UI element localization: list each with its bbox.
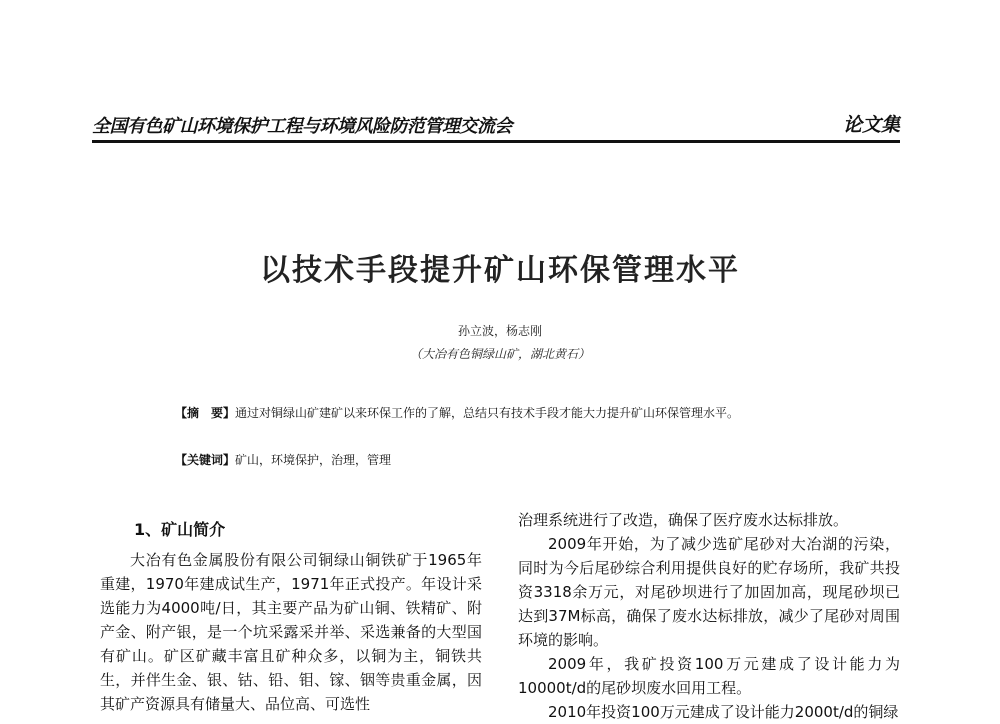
abstract (175, 404, 739, 421)
body-paragraph: 治理系统进行了改造，确保了医疗废水达标排放。 (518, 511, 849, 529)
abstract-label: 【摘 要】 (175, 406, 236, 420)
keywords-text: 矿山，环境保护，治理，管理 (235, 453, 392, 467)
conference-header: 全国有色矿山环境保护工程与环境风险防范管理交流会 (92, 116, 512, 137)
body-paragraph: 2009年，我矿投资100万元建成了设计能力为10000t/d的尾砂坝废水回用工程。 (518, 655, 900, 697)
author-affiliation: （大冶有色铜绿山矿，湖北黄石） (409, 347, 590, 361)
abstract-text: 通过对铜绿山矿建矿以来环保工作的了解，总结只有技术手段才能大力提升矿山环保管理水平。 (235, 406, 740, 420)
body-paragraph: 2010年投资100万元建成了设计能力2000t/d的铜绿 (548, 703, 899, 721)
header-divider (92, 140, 900, 143)
paper-title: 以技术手段提升矿山环保管理水平 (260, 253, 740, 288)
keywords-label: 【关键词】 (175, 453, 236, 467)
body-paragraph: 大冶有色金属股份有限公司铜绿山铜铁矿于1965年重建，1970年建成试生产，1971年正式投产。年设计采选能力为4000吨/日，其主要产品为矿山铜、铁精矿、附产金、附产银，是一个坑采露采并举、采选兼备的大型国有矿山。矿区矿藏丰富且矿种众多，以铜为主，铜铁共生，并伴生金、银、钴、铅、钼、镓、铟等贵重金属，因其矿产资源具有储量大、品位高、可选性 (100, 551, 482, 713)
author-list: 孙立波，杨志刚 (457, 324, 542, 338)
proceedings-label: 论文集 (843, 114, 901, 136)
section-heading: 1、矿山简介 (134, 520, 226, 539)
right-column (518, 508, 900, 724)
left-column (100, 518, 482, 716)
keywords (175, 451, 391, 468)
body-paragraph: 2009年开始，为了减少选矿尾砂对大冶湖的污染，同时为今后尾砂综合利用提供良好的贮存场所，我矿共投资3318余万元，对尾砂坝进行了加固加高，现尾砂坝已达到37M标高，确保了废水达标排放，减少了尾砂对周围环境的影响。 (518, 535, 900, 649)
